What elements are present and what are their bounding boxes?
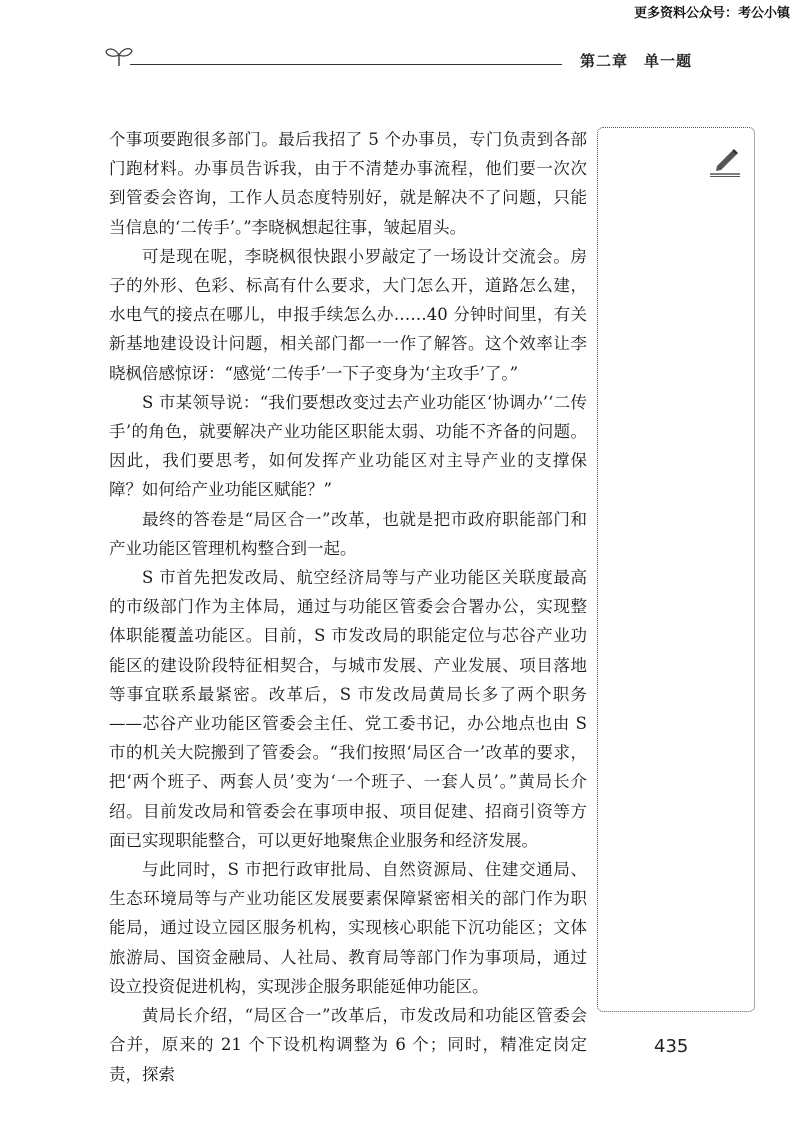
- paragraph: 个事项要跑很多部门。最后我招了 5 个办事员，专门负责到各部门跑材料。办事员告诉我，由于不清楚办事流程，他们要一次次到管委会咨询，工作人员态度特别好，就是解决不了问题，只能当信息的‘二传手’。”李晓枫想起往事，皱起眉头。: [109, 130, 587, 237]
- paragraph: 最终的答卷是“局区合一”改革，也就是把市政府职能部门和产业功能区管理机构整合到一起。: [109, 509, 587, 558]
- pencil-icon: [708, 143, 742, 177]
- page-number: 435: [654, 1036, 689, 1057]
- paragraph: 与此同时，S 市把行政审批局、自然资源局、住建交通局、生态环境局等与产业功能区发展要素保障紧密相关的部门作为职能局，通过设立园区服务机构，实现核心职能下沉功能区；文体旅游局、国资金融局、人社局、教育局等部门作为事项局，通过设立投资促进机构，实现涉企服务职能延伸功能区。: [109, 860, 587, 996]
- page-header: [0, 40, 800, 80]
- body-text: [109, 125, 587, 1089]
- header-rule: [130, 64, 562, 65]
- paragraph: S 市某领导说：“我们要想改变过去产业功能区‘协调办’‘二传手’的角色，就要解决产业功能区职能太弱、功能不齐备的问题。因此，我们要思考，如何发挥产业功能区对主导产业的支撑保障？如何给产业功能区赋能？”: [109, 392, 587, 500]
- paragraph: 黄局长介绍，“局区合一”改革后，市发改局和功能区管委会合并，原来的 21 个下设机构调整为 6 个；同时，精准定岗定责，探索: [109, 1006, 587, 1084]
- paragraph: 可是现在呢，李晓枫很快跟小罗敲定了一场设计交流会。房子的外形、色彩、标高有什么要求，大门怎么开，道路怎么建，水电气的接点在哪儿，申报手续怎么办……40 分钟时间里，有关新基地建设设计问题，相关部门都一一作了解答。这个效率让李晓枫倍感惊讶：“感觉‘二传手’一下子变身为‘主攻手’了。”: [109, 246, 587, 383]
- notes-margin-box: [597, 127, 755, 1012]
- chapter-title: 第二章 单一题: [580, 52, 693, 70]
- paragraph: S 市首先把发改局、航空经济局等与产业功能区关联度最高的市级部门作为主体局，通过与功能区管委会合署办公，实现整体职能覆盖功能区。目前，S 市发改局的职能定位与芯谷产业功能区的建设阶段特征相契合，与城市发展、产业发展、项目落地等事宜联系最紧密。改革后，S 市发改局黄局长多了两个职务——芯谷产业功能区管委会主任、党工委书记，办公地点也由 S 市的机关大院搬到了管委会。“我们按照‘局区合一’改革的要求，把‘两个班子、两套人员’变为‘一个班子、一套人员’。”黄局长介绍。目前发改局和管委会在事项申报、项目促建、招商引资等方面已实现职能整合，可以更好地聚焦企业服务和经济发展。: [109, 568, 587, 850]
- watermark-text: 更多资料公众号：考公小镇: [633, 6, 790, 21]
